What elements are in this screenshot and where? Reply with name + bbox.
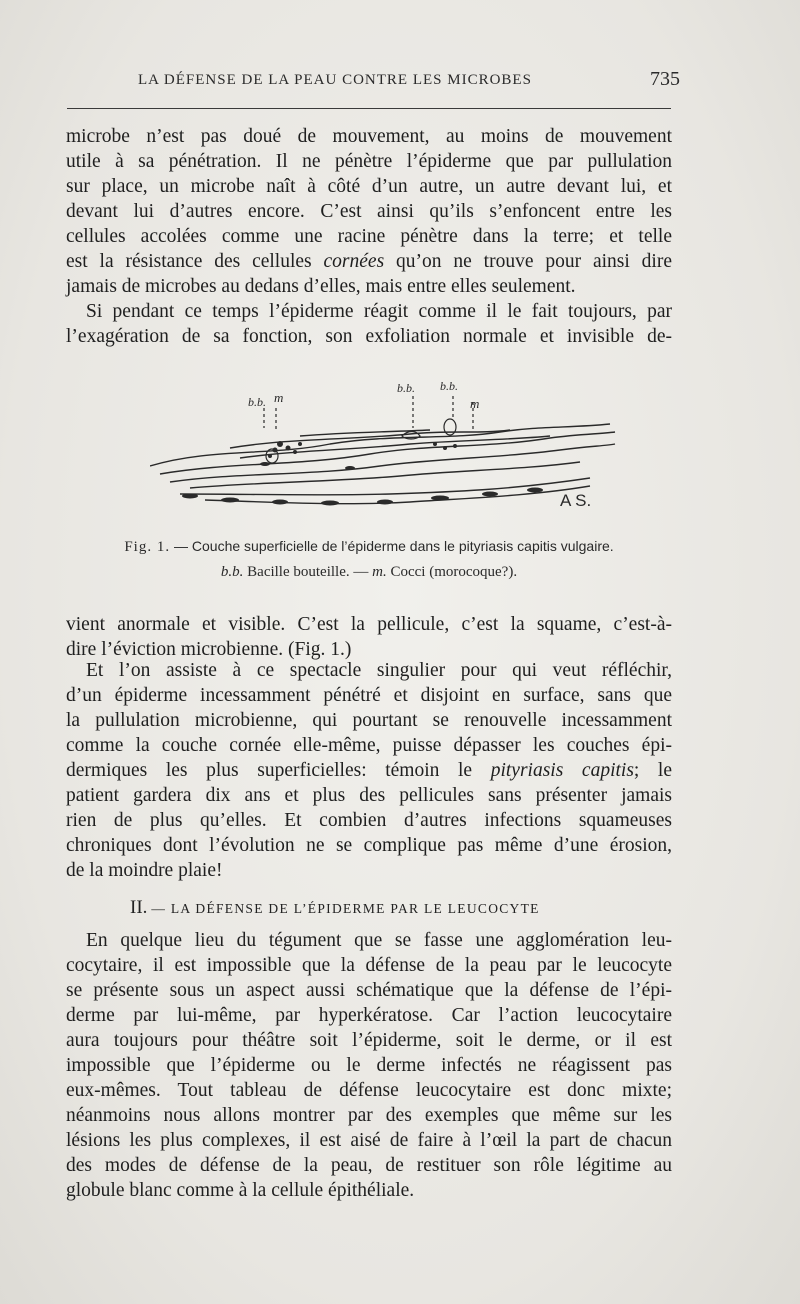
text-line: globule blanc comme à la cellule épithéliale. bbox=[66, 1180, 415, 1201]
figure-number: Fig. 1. bbox=[124, 539, 171, 555]
text-line: Et l’on assiste à ce spectacle singulier pour qui veut réfléchir, bbox=[86, 660, 672, 681]
epidermis-illustration bbox=[150, 378, 620, 518]
section-title: — LA DÉFENSE DE L’ÉPIDERME PAR LE LEUCOCYTE bbox=[151, 901, 540, 916]
artist-signature: A S. bbox=[560, 491, 592, 510]
paragraph-4 bbox=[66, 658, 672, 883]
figure-label-m: m bbox=[274, 390, 284, 405]
text-line: rien de plus qu’elles. Et combien d’autres infections squameuses bbox=[66, 810, 672, 831]
text-line: se présente sous un aspect aussi schématique que la défense de l’épi- bbox=[66, 980, 672, 1001]
text-line: microbe n’est pas doué de mouvement, au moins de mouvement bbox=[66, 126, 672, 147]
text-segment: dermiques les plus superficielles: témoin le bbox=[66, 760, 473, 781]
text-line: de la moindre plaie! bbox=[66, 860, 223, 881]
figure-label-m: m bbox=[470, 396, 480, 411]
text-line: l’exagération de sa fonction, son exfoliation normale et invisible de- bbox=[66, 326, 672, 347]
legend-text: Bacille bouteille. — bbox=[247, 564, 369, 580]
text-line: d’un épiderme incessamment pénétré et disjoint en surface, sans que bbox=[66, 685, 672, 706]
text-line: des modes de défense de la peau, de restituer son rôle légitime au bbox=[66, 1155, 672, 1176]
section-number: II. bbox=[130, 897, 148, 918]
page-header bbox=[120, 68, 680, 96]
legend-abbrev: m. bbox=[372, 564, 387, 580]
text-segment: ; le bbox=[633, 760, 673, 781]
figure-label-bb: b.b. bbox=[397, 381, 415, 395]
italic-term: pityriasis capitis bbox=[490, 760, 634, 781]
figure-caption bbox=[66, 538, 672, 556]
text-line: dire l’éviction microbienne. (Fig. 1.) bbox=[66, 639, 352, 660]
figure-label-bb: b.b. bbox=[248, 395, 266, 409]
running-title: LA DÉFENSE DE LA PEAU CONTRE LES MICROBES bbox=[138, 72, 532, 88]
text-line: jamais de microbes au dedans d’elles, mais entre elles seulement. bbox=[66, 276, 576, 297]
paragraph-3 bbox=[66, 612, 672, 662]
text-line: En quelque lieu du tégument que se fasse une agglomération leu- bbox=[86, 930, 672, 951]
legend-abbrev: b.b. bbox=[220, 564, 244, 580]
text-line: néanmoins nous allons montrer par des exemples que même sur les bbox=[66, 1105, 672, 1126]
text-line: utile à sa pénétration. Il ne pénètre l’épiderme que par pullulation bbox=[66, 151, 672, 172]
text-line: eux-mêmes. Tout tableau de défense leucocytaire est donc mixte; bbox=[66, 1080, 672, 1101]
text-line: chroniques dont l’évolution ne se complique pas même d’une érosion, bbox=[66, 835, 672, 856]
text-line: patient gardera dix ans et plus des pellicules sans présenter jamais bbox=[66, 785, 672, 806]
text-segment: est la résistance des cellules bbox=[66, 251, 312, 272]
text-line: vient anormale et visible. C’est la pellicule, c’est la squame, c’est-à- bbox=[66, 614, 672, 635]
header-rule bbox=[67, 108, 671, 109]
text-line: impossible que l’épiderme ou le derme infectés ne réagissent pas bbox=[66, 1055, 672, 1076]
legend-text: Cocci (morocoque?). bbox=[390, 564, 518, 580]
text-line: devant lui d’autres encore. C’est ainsi qu’ils s’enfoncent entre les bbox=[66, 201, 672, 222]
paragraph-1 bbox=[66, 124, 672, 299]
text-line: sur place, un microbe naît à côté d’un autre, un autre devant lui, et bbox=[66, 176, 672, 197]
paragraph-2 bbox=[66, 299, 672, 349]
text-segment: qu’on ne trouve pour ainsi dire bbox=[396, 251, 672, 272]
italic-term: cornées bbox=[323, 251, 385, 272]
text-line bbox=[66, 758, 672, 783]
text-line: la pullulation microbienne, qui pourtant se renouvelle incessamment bbox=[66, 710, 672, 731]
caption-text: — Couche superficielle de l’épiderme dans le pityriasis capitis vulgaire. bbox=[174, 538, 614, 554]
text-line: cellules accolées comme une racine pénètre dans la terre; et telle bbox=[66, 226, 672, 247]
text-line: lésions les plus complexes, il est aisé de faire à l’œil la part de chacun bbox=[66, 1130, 672, 1151]
text-line: aura toujours pour théâtre soit l’épiderme, soit le derme, or il est bbox=[66, 1030, 672, 1051]
text-line: cocytaire, il est impossible que la défense de la peau par le leucocyte bbox=[66, 955, 672, 976]
text-line: comme la couche cornée elle-même, puisse dépasser les couches épi- bbox=[66, 735, 672, 756]
text-line: derme par lui-même, par hyperkératose. Car l’action leucocytaire bbox=[66, 1005, 672, 1026]
page-number: 735 bbox=[650, 68, 680, 90]
section-heading bbox=[130, 897, 670, 919]
text-line bbox=[66, 249, 672, 274]
paragraph-5 bbox=[66, 928, 672, 1203]
text-line: Si pendant ce temps l’épiderme réagit comme il le fait toujours, par bbox=[86, 301, 672, 322]
figure-caption-legend bbox=[66, 564, 672, 581]
figure-label-bb: b.b. bbox=[440, 379, 458, 393]
